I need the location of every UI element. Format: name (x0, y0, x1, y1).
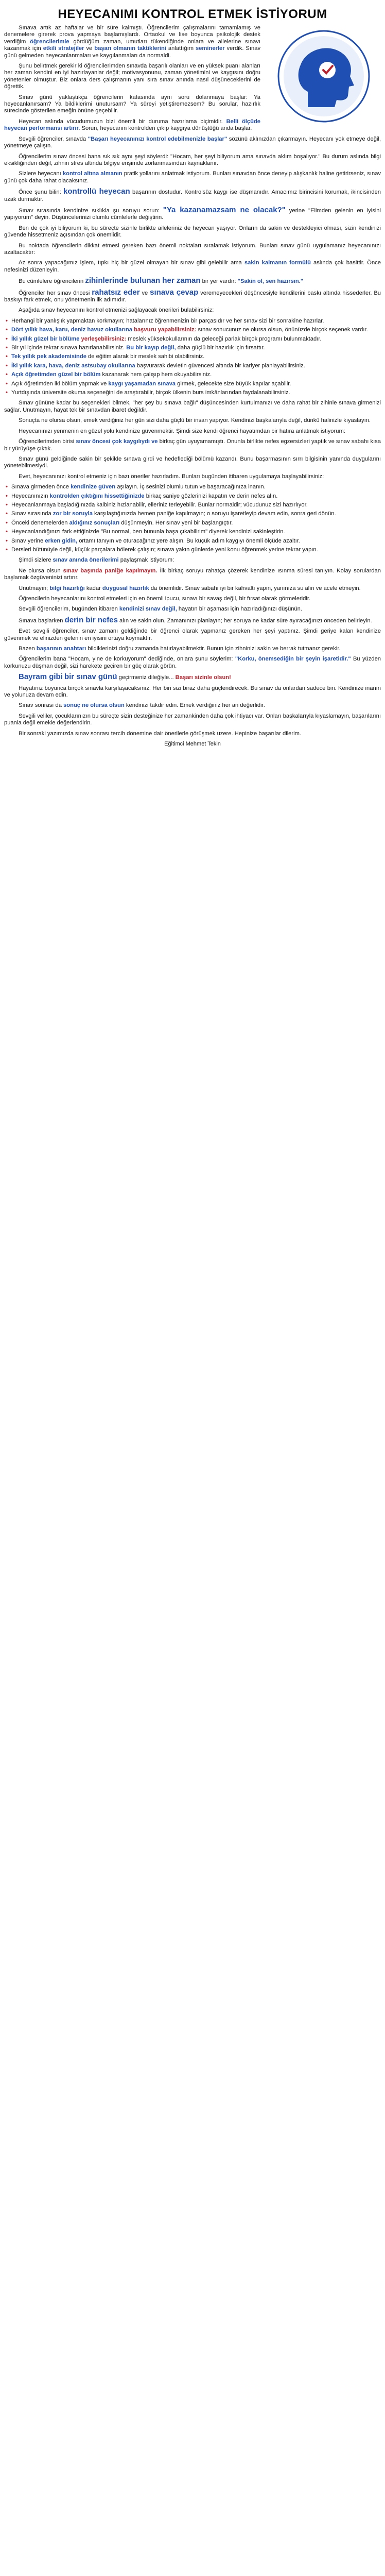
text: Sınav yerine (11, 537, 44, 544)
head-profile-icon (267, 25, 381, 128)
highlight-text: kontrolden çıktığını hissettiğinizde (49, 493, 145, 499)
text: Şimdi sizlere (19, 557, 51, 564)
text: Sevgili öğrencilerim, bugünden itibaren (19, 606, 118, 613)
paragraph (4, 606, 381, 613)
list-item (4, 511, 381, 517)
text: Açık öğretimden iki bölüm yapmak ve (11, 380, 107, 387)
highlight-text: Bu bir kayıp değil, (126, 345, 176, 351)
paragraph: Öğrencilerim sınav öncesi bana sık sık aynı şeyi söylerdi: "Hocam, her şeyi biliyorum ama sınavda aklım boşalıyor." Bu durum aslında bilgi eksikliğinden değil, zihnin stres altında bilgiye erişimde zorlanmasından kaynaklanır. (4, 153, 381, 166)
text: hayatın bir aşaması için hazırladığınızı düşünün. (178, 606, 302, 613)
highlight-text: sonuç ne olursa olsun (63, 702, 125, 709)
text: başvurarak devletin güvencesi altında bir kariyer planlayabilirsiniz. (136, 362, 305, 369)
highlight-text: "Ya kazanamazsam ne olacak?" (163, 205, 286, 214)
paragraph: Sınav gününe kadar bu seçenekleri bilmek, "her şey bu sınava bağlı" düşüncesinden kurtulmanızı ve daha rahat bir zihinle sınava girmenizi sağlar. Unutmayın, hayat tek bir sınavdan ibaret değildir. (4, 400, 381, 413)
highlight-text: Belli ölçüde heyecan performansı artırır. (4, 118, 261, 132)
list-item (4, 353, 381, 360)
text: Heyecanınızın (11, 493, 48, 499)
highlight-text: zihinlerinde bulunan her zaman (85, 276, 201, 285)
text: aşılayın. İç sesinizi olumlu tutun ve başaracağınıza inanın. (117, 484, 266, 490)
highlight-text: yerleşebilirsiniz: (81, 335, 127, 342)
paragraph (4, 289, 381, 304)
paragraph (4, 656, 381, 670)
highlight-text: aldığınız sonuçları (69, 519, 120, 526)
highlight-text: kontrol altına almanın (62, 171, 122, 177)
highlight-text: sınav anında önerilerimi (52, 557, 119, 564)
text: Ne olursa olsun (19, 567, 61, 574)
list-item: • Dersleri bütünüyle değil, küçük parçalara bölerek çalışın; sınava yakın günlerde yeni konu öğrenmek yerine tekrar yapın. (4, 547, 381, 553)
bullet-list (4, 484, 381, 553)
text: alın ve sakin olun. Zamanınızı planlayın; her soruya ne kadar süre ayıracağınızı önceden belirleyin. (119, 617, 372, 624)
highlight-text: kara, hava, deniz astsubay okullarına (33, 362, 135, 369)
article-logo (267, 25, 381, 128)
highlight-text: Açık öğretimden (11, 371, 57, 378)
highlight-text: duygusal hazırlık (102, 585, 149, 591)
text: ortamı tanıyın ve oturacağınız yere alışın. Bu küçük adım kaygıyı önemli ölçüde azaltır. (79, 537, 300, 544)
text: bir yer vardır: (202, 278, 236, 285)
text: anlattığım (168, 45, 194, 52)
text: Unutmayın; (19, 585, 48, 591)
text: Sınav sırasında kendinize sıklıkla şu soruyu sorun: (19, 207, 160, 214)
list-item (4, 538, 381, 545)
highlight-text: İki yıllık (11, 362, 32, 369)
text: sözünü aklınızdan çıkarmayın. Heyecanı yok etmeye değil, yönetmeye çalışın. (4, 135, 381, 149)
paragraph (4, 646, 381, 652)
text: Öğrenciler her sınav öncesi (19, 290, 90, 296)
author-signature: Eğitimci Mehmet Tekin (164, 741, 221, 748)
text: Sınav sonrası da (19, 702, 62, 709)
list-item (4, 327, 381, 333)
paragraph: Aşağıda sınav heyecanını kontrol etmenizi sağlayacak önerileri bulabilirsiniz: (19, 307, 214, 314)
paragraph (4, 277, 381, 285)
text: ve (142, 290, 148, 296)
text: Heyecan aslında vücudumuzun bizi önemli bir duruma hazırlama biçimidir. (19, 118, 223, 125)
highlight-text: pek akademisinde (37, 353, 86, 360)
highlight-text: zor bir soruyla (52, 511, 93, 517)
list-item (4, 336, 381, 343)
text: birkaç saniye gözlerinizi kapatın ve derin nefes alın. (146, 493, 278, 499)
list-item (4, 381, 381, 387)
highlight-text: bilgi hazırlığı (49, 585, 85, 591)
text: İlk birkaç soruyu rahatça çözerek kendinize ısınma süresi tanıyın. Kolay sorulardan başlamak özgüveninizi artırır. (4, 567, 381, 581)
text: verdik. Sınav günü gelmeden heyecanlanmaları ve kaygılanmaları da normaldi. (4, 45, 261, 59)
text: Sizlere heyecanı (19, 171, 61, 177)
text: Bu yüzden korkunuzu düşman değil, sizi harekete geçiren bir güç olarak görün. (4, 656, 381, 669)
highlight-text: "Başarı heyecanınızı kontrol edebilmenizle başlar" (87, 135, 227, 142)
highlight-text: kontrollü heyecan (63, 187, 130, 196)
paragraph (4, 136, 381, 150)
text: Sevgili öğrenciler, sınavda (19, 135, 86, 142)
highlight-text: Dört yıllık hava, karu, deniz havuz okullarına (11, 327, 133, 333)
paragraph (4, 557, 381, 564)
text: Öğrencilerim bana "Hocam, yine de korkuyorum" dediğinde, onlara şunu söylerim: (19, 656, 233, 663)
text: Bazen (19, 646, 35, 652)
highlight-text: kendinizi sınav değil, (119, 606, 177, 613)
paragraph: Bir sonraki yazımızda sınav sonrası tercih dönemine dair önerilerle görüşmek üzere. Hepinize başarılar dilerim. (19, 730, 302, 737)
paragraph (4, 568, 381, 582)
highlight-text: etkili stratejiler (43, 45, 84, 52)
text: meslek yüksekokullarının da geleceği parlak birçok programı bulunmaktadır. (128, 335, 322, 342)
text: gördüğüm zaman, umutları tükendiğinde onlara ve ailelerine sınavı kazanmak için (4, 38, 261, 52)
list-item (4, 520, 381, 527)
paragraph: Ben de çok iyi biliyorum ki, bu süreçte sizinle birlikte aileleriniz de heyecan yaşıyor. Onların da sakin ve destekleyici olması, sizin kendinizi güvende hissetmeniz açısından çok önemlidir. (4, 225, 381, 239)
paragraph (4, 673, 381, 681)
highlight-text: öğrencilerimle (30, 38, 69, 45)
text: daha güçlü bir hazırlık için fırsattır. (177, 345, 265, 351)
highlight-text: erken gidin, (45, 537, 78, 544)
highlight-text: rahatsız eder (92, 287, 140, 297)
text: Bir yıl içinde tekrar sınava hazırlanabilirsiniz. (11, 345, 125, 351)
text: bildiklerinizi doğru zamanda hatırlayabilmektir. Bunun için zihninizi sakin ve berrak tutmanız gerekir. (87, 646, 341, 652)
list-item: • Yurtdışında üniversite okuma seçeneğini de araştırabilir, birçok ülkenin burs imkânlarından faydalanabilirsiniz. (4, 389, 381, 396)
highlight-text: Başarı sizinle olsun! (175, 674, 231, 681)
list-item: • Herhangi bir yanlışlık yapmaktan korkmayın; hatalarınız öğrenmenizin bir parçasıdır ve her sınav sizi bir sonrakine hazırlar. (4, 318, 381, 325)
list-item (4, 363, 381, 369)
highlight-text: kaygı yaşamadan sınava (108, 380, 176, 387)
paragraph: Hayatınız boyunca birçok sınavla karşılaşacaksınız. Her biri sizi biraz daha güçlendirecek. Bu sınav da onlardan sadece biri. Kendinize inanın ve yolunuza devam edin. (4, 685, 381, 699)
text: birkaç gün uyuyamamıştı. Onunla birlikte nefes egzersizleri yaptık ve sınav sabahı kısa bir yürüyüşe çıktık. (4, 438, 381, 452)
paragraph: Öğrencilerin heyecanlarını kontrol etmeleri için en önemli ipucu, sınavı bir savaş değil, bir fırsat olarak görmeleridir. (19, 596, 311, 602)
paragraph: Sınav günü yaklaştıkça öğrencilerin kafasında aynı soru dolanmaya başlar: Ya heyecanlanırsam? Ya bildiklerimi unutursam? Ya süreyi yetiştiremezsem? Bu sorular, hazırlık sürecinde gösterilen emeğin önüne geçebilir. (4, 94, 260, 114)
paragraph (4, 438, 381, 452)
text: da önemlidir. Sınav sabahı iyi bir kahvaltı yapın, yanınıza su alın ve acele etmeyin. (150, 585, 361, 591)
paragraph: Sonuçta ne olursa olsun, emek verdiğiniz her gün sizi daha güçlü bir insan yapıyor. Kendinizi başkalarıyla değil, dünkü halinizle kıyaslayın. (19, 417, 371, 424)
text: Sınava girmeden önce (11, 484, 69, 490)
highlight-text: seminerler (195, 45, 225, 52)
text: geçirmeniz dileğiyle... (118, 674, 174, 681)
paragraph (4, 585, 381, 592)
paragraph: Şunu belirtmek gerekir ki öğrencilerimden sınavda başarılı olanları ve en yüksek puanı alanları her zaman kendini en iyi hazırlayanlar değil; motivasyonunu, zaman yönetimini ve kaygısını doğru yönetenler olmuştur. Biz onlara ders çalışmanın yanı sıra sınav anında nasıl düşüneceklerini de öğrettik. (4, 63, 260, 90)
text: paylaşmak istiyorum: (120, 557, 174, 564)
text: Bu cümlelere öğrencilerin (19, 278, 84, 285)
highlight-text: başarı olmanın taktiklerini (94, 45, 166, 52)
text: Öğrencilerimden birisi (19, 438, 75, 445)
paragraph (4, 207, 381, 222)
highlight-text: başarının anahtarı (36, 646, 86, 652)
text: girmek, gelecekte size büyük kapılar açabilir. (177, 380, 291, 387)
paragraph (4, 260, 381, 274)
text: kendinizi takdir edin. Emek verdiğiniz her an değerlidir. (126, 702, 265, 709)
text: sınav sonucunuz ne olursa olsun, önünüzde birçok seçenek vardır. (198, 327, 368, 333)
paragraph (4, 702, 381, 709)
text: Sorun, heyecanın kontrolden çıkıp kaygıya dönüştüğü anda başlar. (81, 125, 252, 132)
article (4, 4, 381, 747)
text: kadar (86, 585, 101, 591)
text: Sınav sırasında (11, 511, 51, 517)
highlight-text: sınav öncesi çok kaygılıydı ve (76, 438, 158, 445)
highlight-text: derin bir nefes (64, 615, 118, 624)
highlight-text: Tek yıllık (11, 353, 36, 360)
text: veremeyecekleri düşüncesiyle kendilerini baskı altında hissederler. Bu baskıyı fark etmek, onu yönetmenin ilk adımıdır. (4, 290, 381, 303)
paragraph: Sınav günü geldiğinde sakin bir şekilde sınava girdi ve hedeflediği bölümü kazandı. Bunu başarmasının sırrı bilgisinin yanında duygularını yönetebilmesiydi. (4, 455, 381, 469)
text: aslında çok basittir. Önce nefesinizi düzenleyin. (4, 260, 381, 273)
text: yerine "Elimden gelenin en iyisini yapıyorum" deyin. Düşüncelerinizi olumlu cümlelerle değiştirin. (4, 207, 381, 221)
text: düşünmeyin. Her sınav yeni bir başlangıçtır. (121, 519, 233, 526)
highlight-text: güzel bir bölüm (58, 371, 101, 378)
highlight-text: sakin kalmanın formülü (244, 260, 311, 266)
article-title: HEYECANIMI KONTROL ETMEK İSTİYORUM (58, 7, 327, 21)
highlight-text: "Korku, önemsediğin bir şeyin işaretidir." (235, 656, 351, 663)
highlight-text: kendinize güven (71, 484, 116, 490)
list-item (4, 345, 381, 351)
paragraph: Evet sevgili öğrenciler, sınav zamanı geldiğinde bir öğrenci olarak yapmanız gereken her şeyi yaptınız. Şimdi geriye kalan kendinize güvenmek ve elinizden gelenin en iyisini ortaya koymaktır. (4, 628, 381, 641)
highlight-text: İki yıllık güzel bir bölüme (11, 335, 80, 342)
text: kazanarak hem çalışıp hem okuyabilirsiniz. (102, 371, 212, 378)
bullet-list (4, 318, 381, 397)
paragraph: Bu noktada öğrencilerin dikkat etmesi gereken bazı önemli noktaları sıralamak istiyorum. Bunları sınav günü uygulamanız heyecanınızı azaltacaktır: (4, 242, 381, 256)
highlight-text: başvuru yapabilirsiniz: (134, 327, 197, 333)
text: ve (86, 45, 93, 52)
list-item: • Heyecanlandığınızı fark ettiğinizde "Bu normal, ben bununla başa çıkabilirim" diyerek kendinizi sakinleştirin. (4, 529, 381, 535)
paragraph: Evet, heyecanınızı kontrol etmeniz için bazı öneriler hazırladım. Bunları bugünden itibaren uygulamaya başlayabilirsiniz: (19, 473, 324, 480)
highlight-text: "Sakin ol, sen hazırsın." (237, 278, 304, 285)
list-item (4, 484, 381, 490)
list-item (4, 493, 381, 500)
text: Önceki denemelerden (11, 519, 68, 526)
highlight-text: sınava çevap (150, 287, 199, 297)
highlight-text: Bayram gibi (19, 672, 63, 682)
list-item (4, 371, 381, 378)
text: Önce şunu bilin: (19, 189, 61, 196)
paragraph (4, 188, 381, 203)
text: Sınava başlarken (19, 617, 63, 624)
text: karşılaştığınızda hemen paniğe kapılmayın; o soruyu işaretleyip devam edin, sonra geri dönün. (94, 511, 336, 517)
text: Sınava artık az haftalar ve bir süre kalmıştı. Öğrencilerim çalışmalarını tamamlamış ve denemelere girerek prova yapmaya başlamışlardı. Ortaokul ve lise boyunca psikolojik destek verdiğim (4, 25, 260, 45)
paragraph (4, 617, 381, 624)
text: başarının dostudur. Kontrolsüz kaygı ise düşmanıdır. Amacımız birincisini korumak, ikincisinden uzak durmaktır. (4, 189, 381, 202)
text: de eğitim alarak bir meslek sahibi olabilirsiniz. (88, 353, 205, 360)
paragraph: Heyecanınızı yenmenin en güzel yolu kendinize güvenmektir. Şimdi size kendi öğrenci hayatımdan bir hatıra anlatmak istiyorum: (19, 428, 345, 434)
paragraph: Sevgili veliler, çocuklarınızın bu süreçte sizin desteğinize her zamankinden daha çok ihtiyacı var. Onları başkalarıyla kıyaslamayın, başarılarını puanla değil emekle değerlendirin. (4, 713, 381, 726)
text: pratik yollarını anlatmak istiyorum. Bunları sınavdan önce deneyip alışkanlık haline getirirseniz, sınav günü çok daha rahat olacaksınız. (4, 171, 381, 184)
highlight-text: bir sınav günü (64, 672, 117, 682)
text: Az sonra yapacağımız işlem, tıpkı hiç bir güzel olmayan bir sınav gibi gelebilir ama (19, 260, 242, 266)
highlight-text: sınav başında paniğe kapılmayın. (63, 567, 157, 574)
paragraph (4, 171, 381, 184)
list-item: • Heyecanlanmaya başladığınızda kalbiniz hızlanabilir, elleriniz terleyebilir. Bunlar normaldir; vücudunuz sizi hazırlıyor. (4, 502, 381, 509)
